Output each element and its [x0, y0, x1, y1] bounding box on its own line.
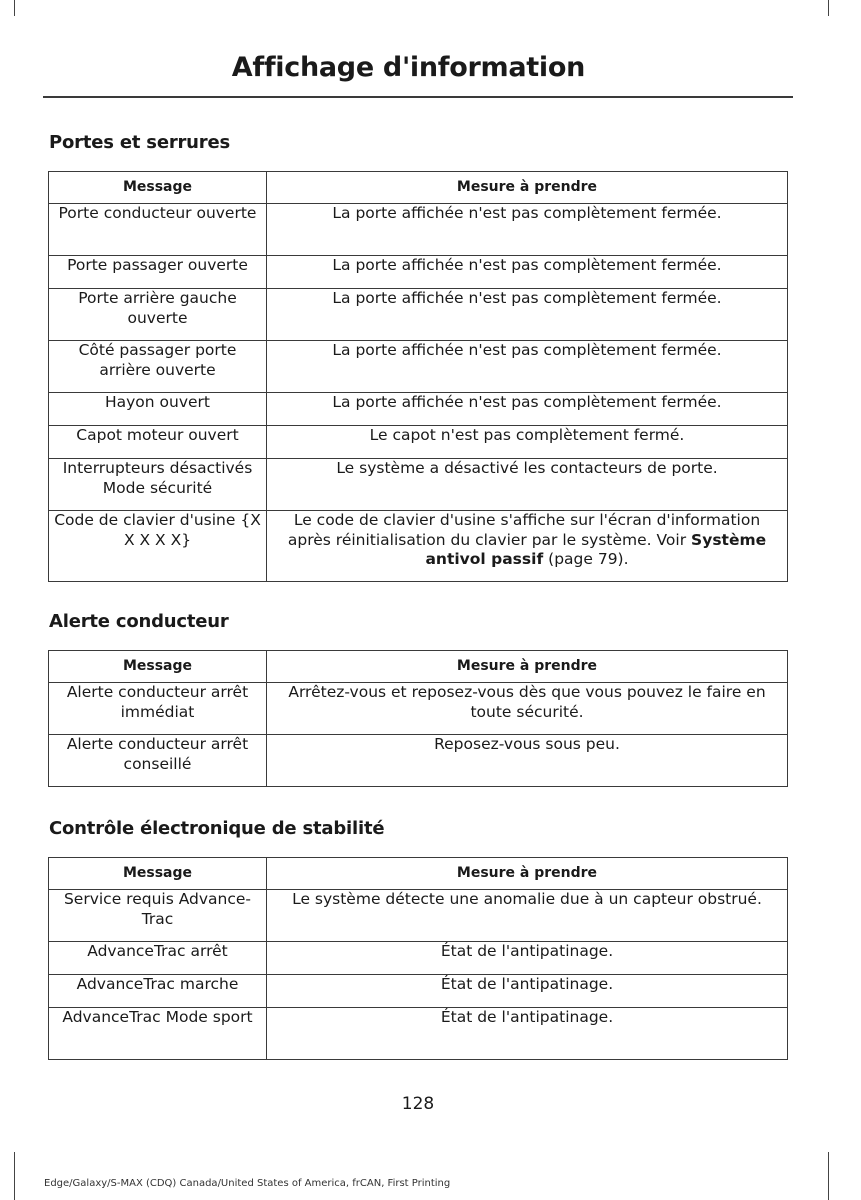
- message-cell: Service requis Advance-Trac: [49, 890, 267, 942]
- action-cell: [267, 511, 788, 582]
- page-number: 128: [401, 1094, 435, 1114]
- column-header-action: Mesure à prendre: [267, 858, 788, 890]
- table-controle-stabilite: [48, 857, 788, 1060]
- column-header-action: Mesure à prendre: [267, 172, 788, 204]
- section-heading-stabilite: Contrôle électronique de stabilité: [49, 818, 385, 839]
- section-heading-alerte: Alerte conducteur: [49, 611, 229, 632]
- action-cell: La porte affichée n'est pas complètement fermée.: [267, 256, 788, 289]
- action-cell: Le système a désactivé les contacteurs de porte.: [267, 459, 788, 511]
- table-row: [49, 204, 788, 256]
- table-header-row: [49, 172, 788, 204]
- message-cell: Alerte conducteur arrêt conseillé: [49, 735, 267, 787]
- action-cell: État de l'antipatinage.: [267, 942, 788, 975]
- action-cell: Le système détecte une anomalie due à un capteur obstrué.: [267, 890, 788, 942]
- table-row: [49, 426, 788, 459]
- action-text: Le code de clavier d'usine s'affiche sur l'écran d'information après réinitialisation du clavier par le système. Voir: [287, 511, 761, 549]
- message-cell: Interrupteurs désactivés Mode sécurité: [49, 459, 267, 511]
- section-heading-portes: Portes et serrures: [49, 132, 230, 153]
- message-cell: AdvanceTrac marche: [49, 975, 267, 1008]
- table-row: [49, 683, 788, 735]
- table-row: [49, 256, 788, 289]
- message-cell: Alerte conducteur arrêt immédiat: [49, 683, 267, 735]
- action-cell: La porte affichée n'est pas complètement fermée.: [267, 289, 788, 341]
- page-title: Affichage d'information: [231, 52, 585, 83]
- message-cell: Porte conducteur ouverte: [49, 204, 267, 256]
- table-portes-serrures: [48, 171, 788, 582]
- message-cell: Porte arrière gauche ouverte: [49, 289, 267, 341]
- crop-mark-bottom-right: [828, 1152, 829, 1200]
- action-cell: Arrêtez-vous et reposez-vous dès que vous pouvez le faire en toute sécurité.: [267, 683, 788, 735]
- message-cell: Code de clavier d'usine {X X X X X}: [49, 511, 267, 582]
- column-header-action: Mesure à prendre: [267, 651, 788, 683]
- crop-mark-top-right: [828, 0, 829, 16]
- action-cell: La porte affichée n'est pas complètement fermée.: [267, 204, 788, 256]
- page-reference: (page 79).: [548, 550, 629, 568]
- action-cell: La porte affichée n'est pas complètement fermée.: [267, 393, 788, 426]
- action-cell: État de l'antipatinage.: [267, 975, 788, 1008]
- table-row: [49, 942, 788, 975]
- action-cell: Le capot n'est pas complètement fermé.: [267, 426, 788, 459]
- crop-mark-top-left: [14, 0, 15, 16]
- table-row: [49, 393, 788, 426]
- table-row: [49, 1008, 788, 1060]
- message-cell: AdvanceTrac arrêt: [49, 942, 267, 975]
- table-row: [49, 975, 788, 1008]
- table-row: [49, 735, 788, 787]
- message-cell: Côté passager porte arrière ouverte: [49, 341, 267, 393]
- table-header-row: [49, 651, 788, 683]
- table-row: [49, 341, 788, 393]
- table-row: [49, 459, 788, 511]
- column-header-message: Message: [49, 172, 267, 204]
- action-cell: La porte affichée n'est pas complètement fermée.: [267, 341, 788, 393]
- crop-mark-bottom-left: [14, 1152, 15, 1200]
- table-header-row: [49, 858, 788, 890]
- edition-footer: Edge/Galaxy/S-MAX (CDQ) Canada/United States of America, frCAN, First Printing: [44, 1178, 451, 1189]
- table-row: [49, 511, 788, 582]
- cross-reference-link[interactable]: Système antivol passif: [425, 530, 767, 568]
- message-cell: Capot moteur ouvert: [49, 426, 267, 459]
- message-cell: Hayon ouvert: [49, 393, 267, 426]
- action-cell: Reposez-vous sous peu.: [267, 735, 788, 787]
- title-divider: [43, 96, 793, 98]
- table-alerte-conducteur: [48, 650, 788, 787]
- action-cell: État de l'antipatinage.: [267, 1008, 788, 1060]
- table-row: [49, 289, 788, 341]
- message-cell: AdvanceTrac Mode sport: [49, 1008, 267, 1060]
- column-header-message: Message: [49, 651, 267, 683]
- table-row: [49, 890, 788, 942]
- message-cell: Porte passager ouverte: [49, 256, 267, 289]
- column-header-message: Message: [49, 858, 267, 890]
